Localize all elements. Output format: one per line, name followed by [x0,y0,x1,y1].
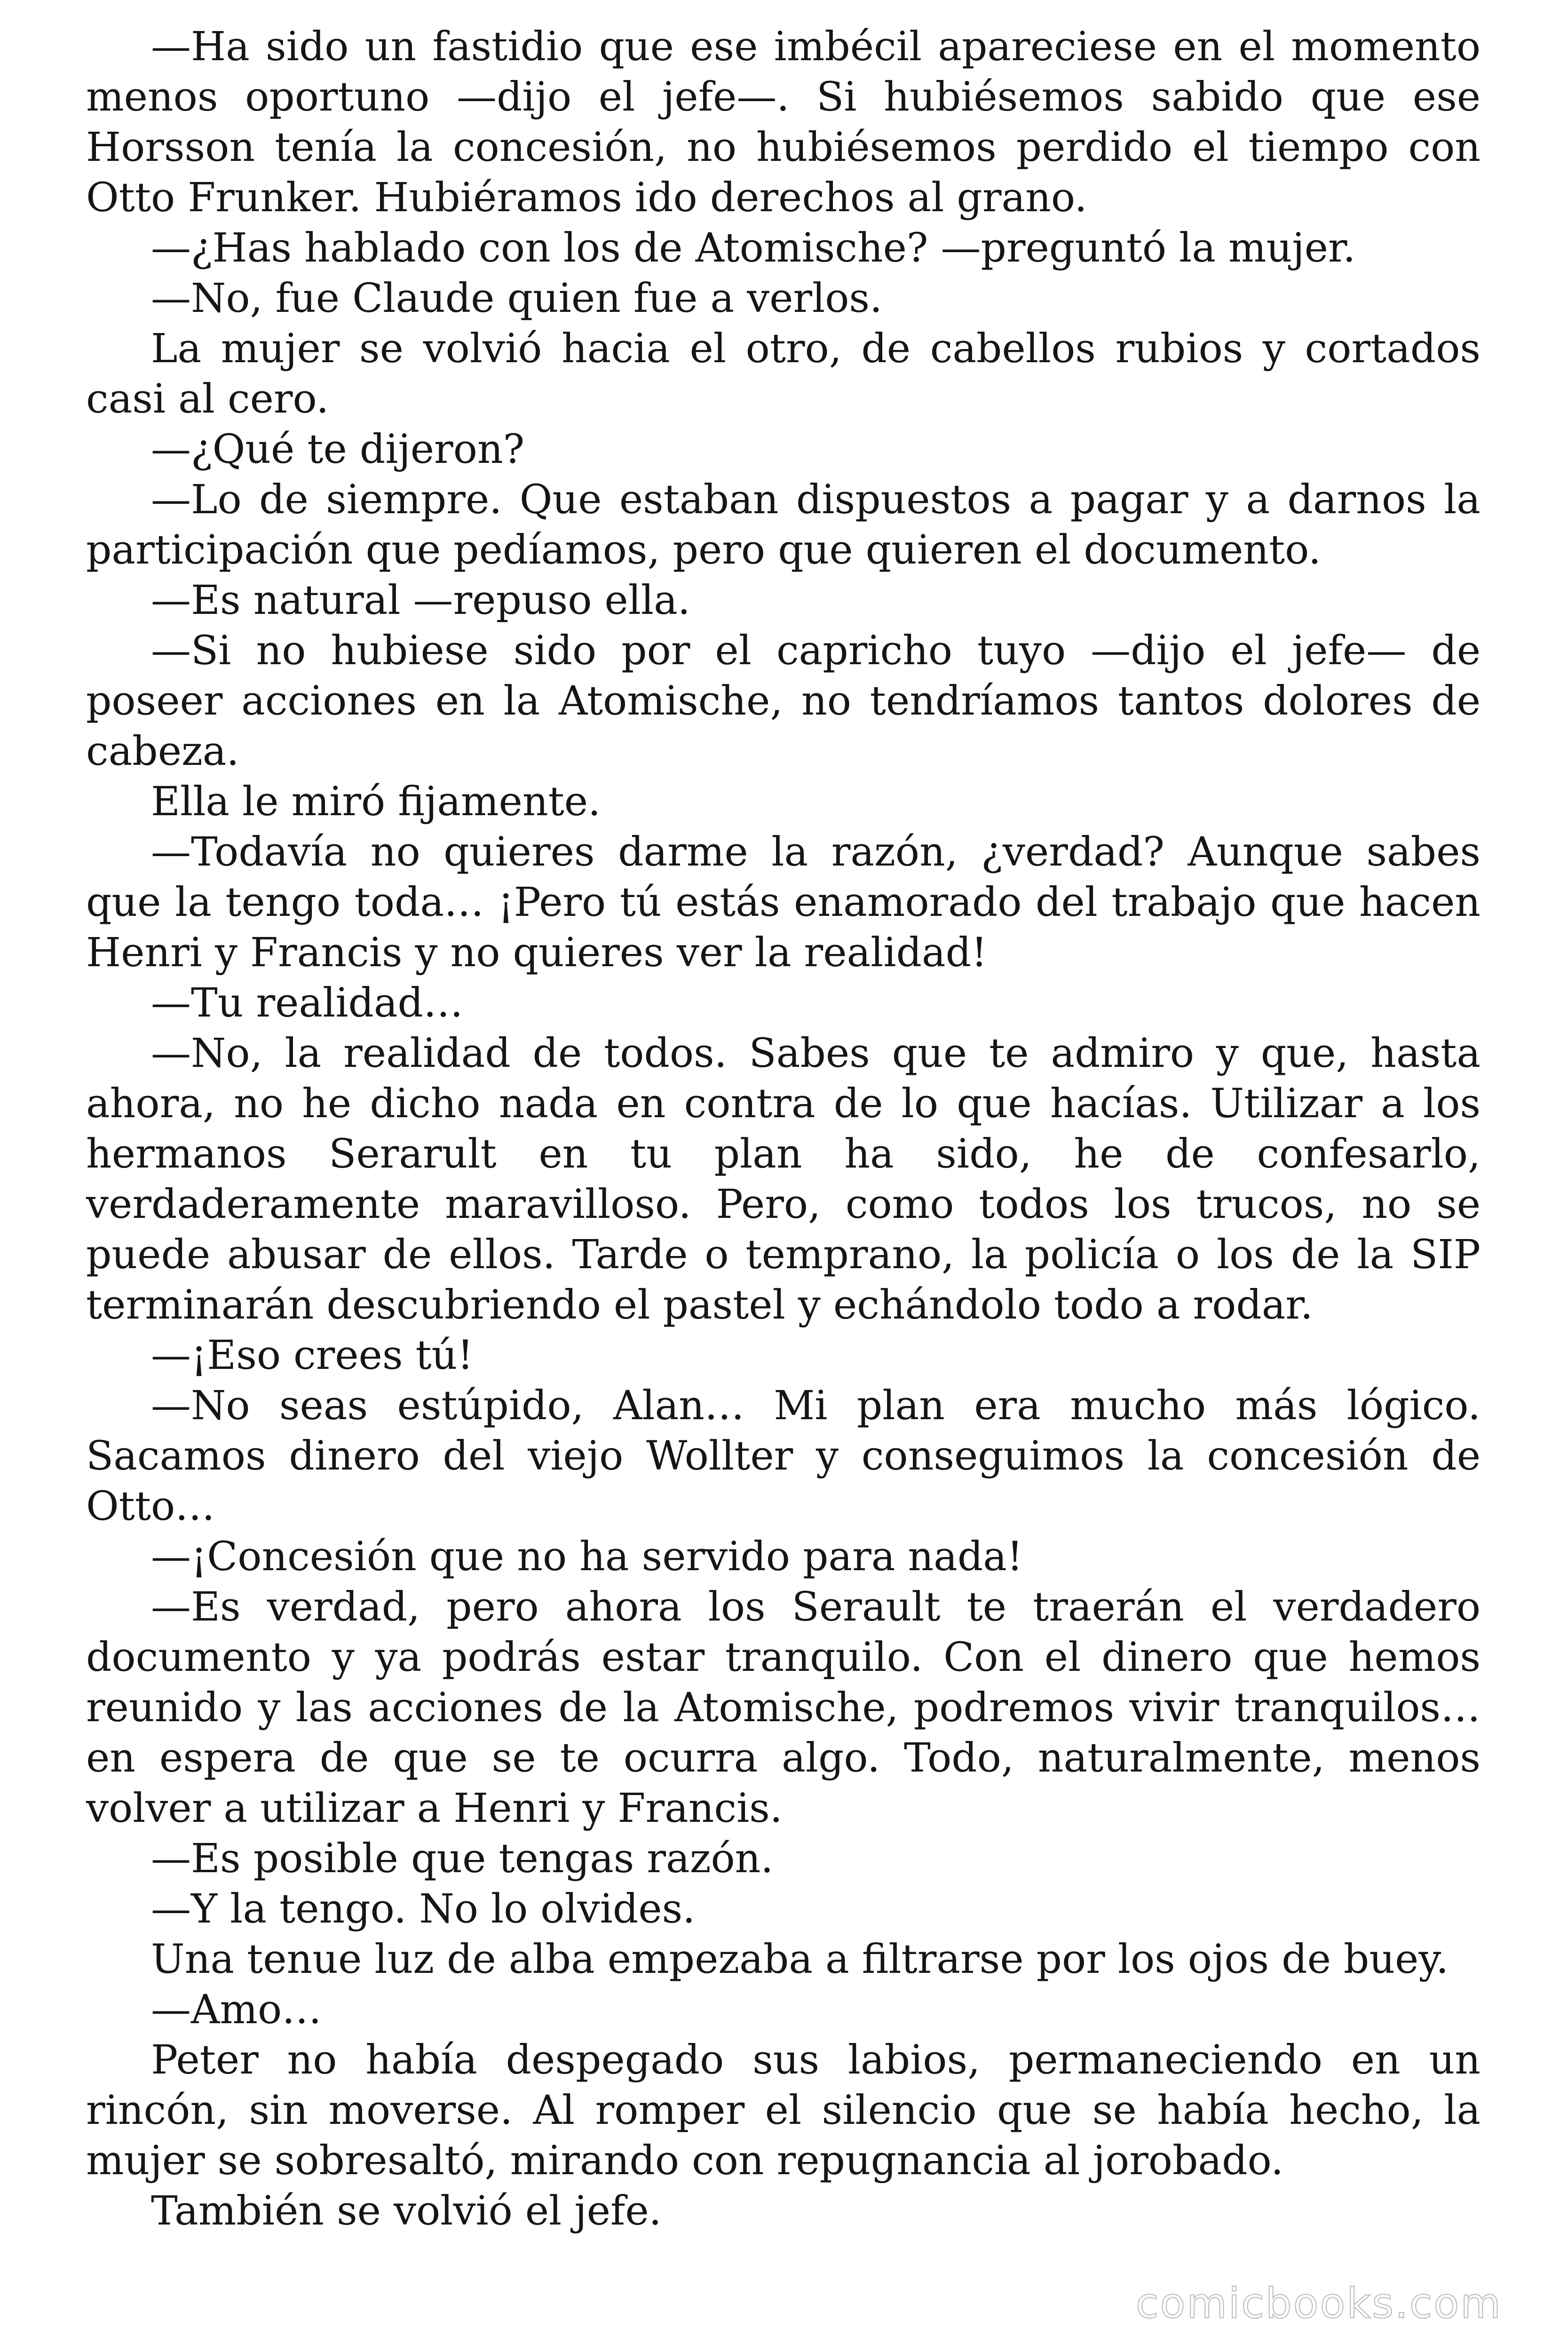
paragraph: —No, fue Claude quien fue a verlos. [151,275,883,322]
paragraph: Ella le miró fijamente. [151,779,601,825]
watermark: comicbooks.com [1135,2279,1502,2328]
paragraph: —Amo… [151,1986,322,2033]
paragraph: —Tu realidad… [151,980,463,1026]
paragraph: —Si no hubiese sido por el capricho tuyo —dijo el jefe— de poseer acciones en la Atomische, no tendríamos tantos dolores de cabeza. [86,628,1481,775]
paragraph: —¡Eso crees tú! [151,1332,474,1379]
paragraph: —Es posible que tengas razón. [151,1836,774,1882]
paragraph: —Todavía no quieres darme la razón, ¿verdad? Aunque sabes que la tengo toda… ¡Pero tú estás enamorado del trabajo que hacen Henri y Francis y no quieres ver la realidad! [86,829,1481,976]
paragraph: —No seas estúpido, Alan… Mi plan era mucho más lógico. Sacamos dinero del viejo Wollter y conseguimos la concesión de Otto… [86,1383,1481,1530]
page-text [86,22,1481,2236]
paragraph: —Es verdad, pero ahora los Serault te traerán el verdadero documento y ya podrás estar tranquilo. Con el dinero que hemos reunido y las acciones de la Atomische, podremos vivir tranquilos… en espera de que se te ocurra algo. Todo, naturalmente, menos volver a utilizar a Henri y Francis. [86,1584,1481,1832]
paragraph: —Lo de siempre. Que estaban dispuestos a pagar y a darnos la participación que pedíamos, pero que quieren el documento. [86,477,1481,573]
paragraph: Una tenue luz de alba empezaba a filtrarse por los ojos de buey. [151,1936,1449,1983]
paragraph: —¿Qué te dijeron? [151,426,525,473]
paragraph: —¡Concesión que no ha servido para nada! [151,1534,1023,1580]
paragraph: La mujer se volvió hacia el otro, de cabellos rubios y cortados casi al cero. [86,326,1481,422]
paragraph: —Y la tengo. No lo olvides. [151,1886,696,1932]
paragraph: —Ha sido un fastidio que ese imbécil apareciese en el momento menos oportuno —dijo el jefe—. Si hubiésemos sabido que ese Horsson tenía la concesión, no hubiésemos perdido el tiempo con Otto Frunker. Hubiéramos ido derechos al grano. [86,24,1481,221]
paragraph: —No, la realidad de todos. Sabes que te admiro y que, hasta ahora, no he dicho nada en contra de lo que hacías. Utilizar a los hermanos Serarult en tu plan ha sido, he de confesarlo, verdaderamente maravilloso. Pero, como todos los trucos, no se puede abusar de ellos. Tarde o temprano, la policía o los de la SIP terminarán descubriendo el pastel y echándolo todo a rodar. [86,1030,1481,1328]
paragraph: —¿Has hablado con los de Atomische? —preguntó la mujer. [151,225,1356,271]
paragraph: También se volvió el jefe. [151,2188,662,2234]
paragraph: —Es natural —repuso ella. [151,577,690,624]
paragraph: Peter no había despegado sus labios, permaneciendo en un rincón, sin moverse. Al romper el silencio que se había hecho, la mujer se sobresaltó, mirando con repugnancia al jorobado. [86,2037,1481,2184]
